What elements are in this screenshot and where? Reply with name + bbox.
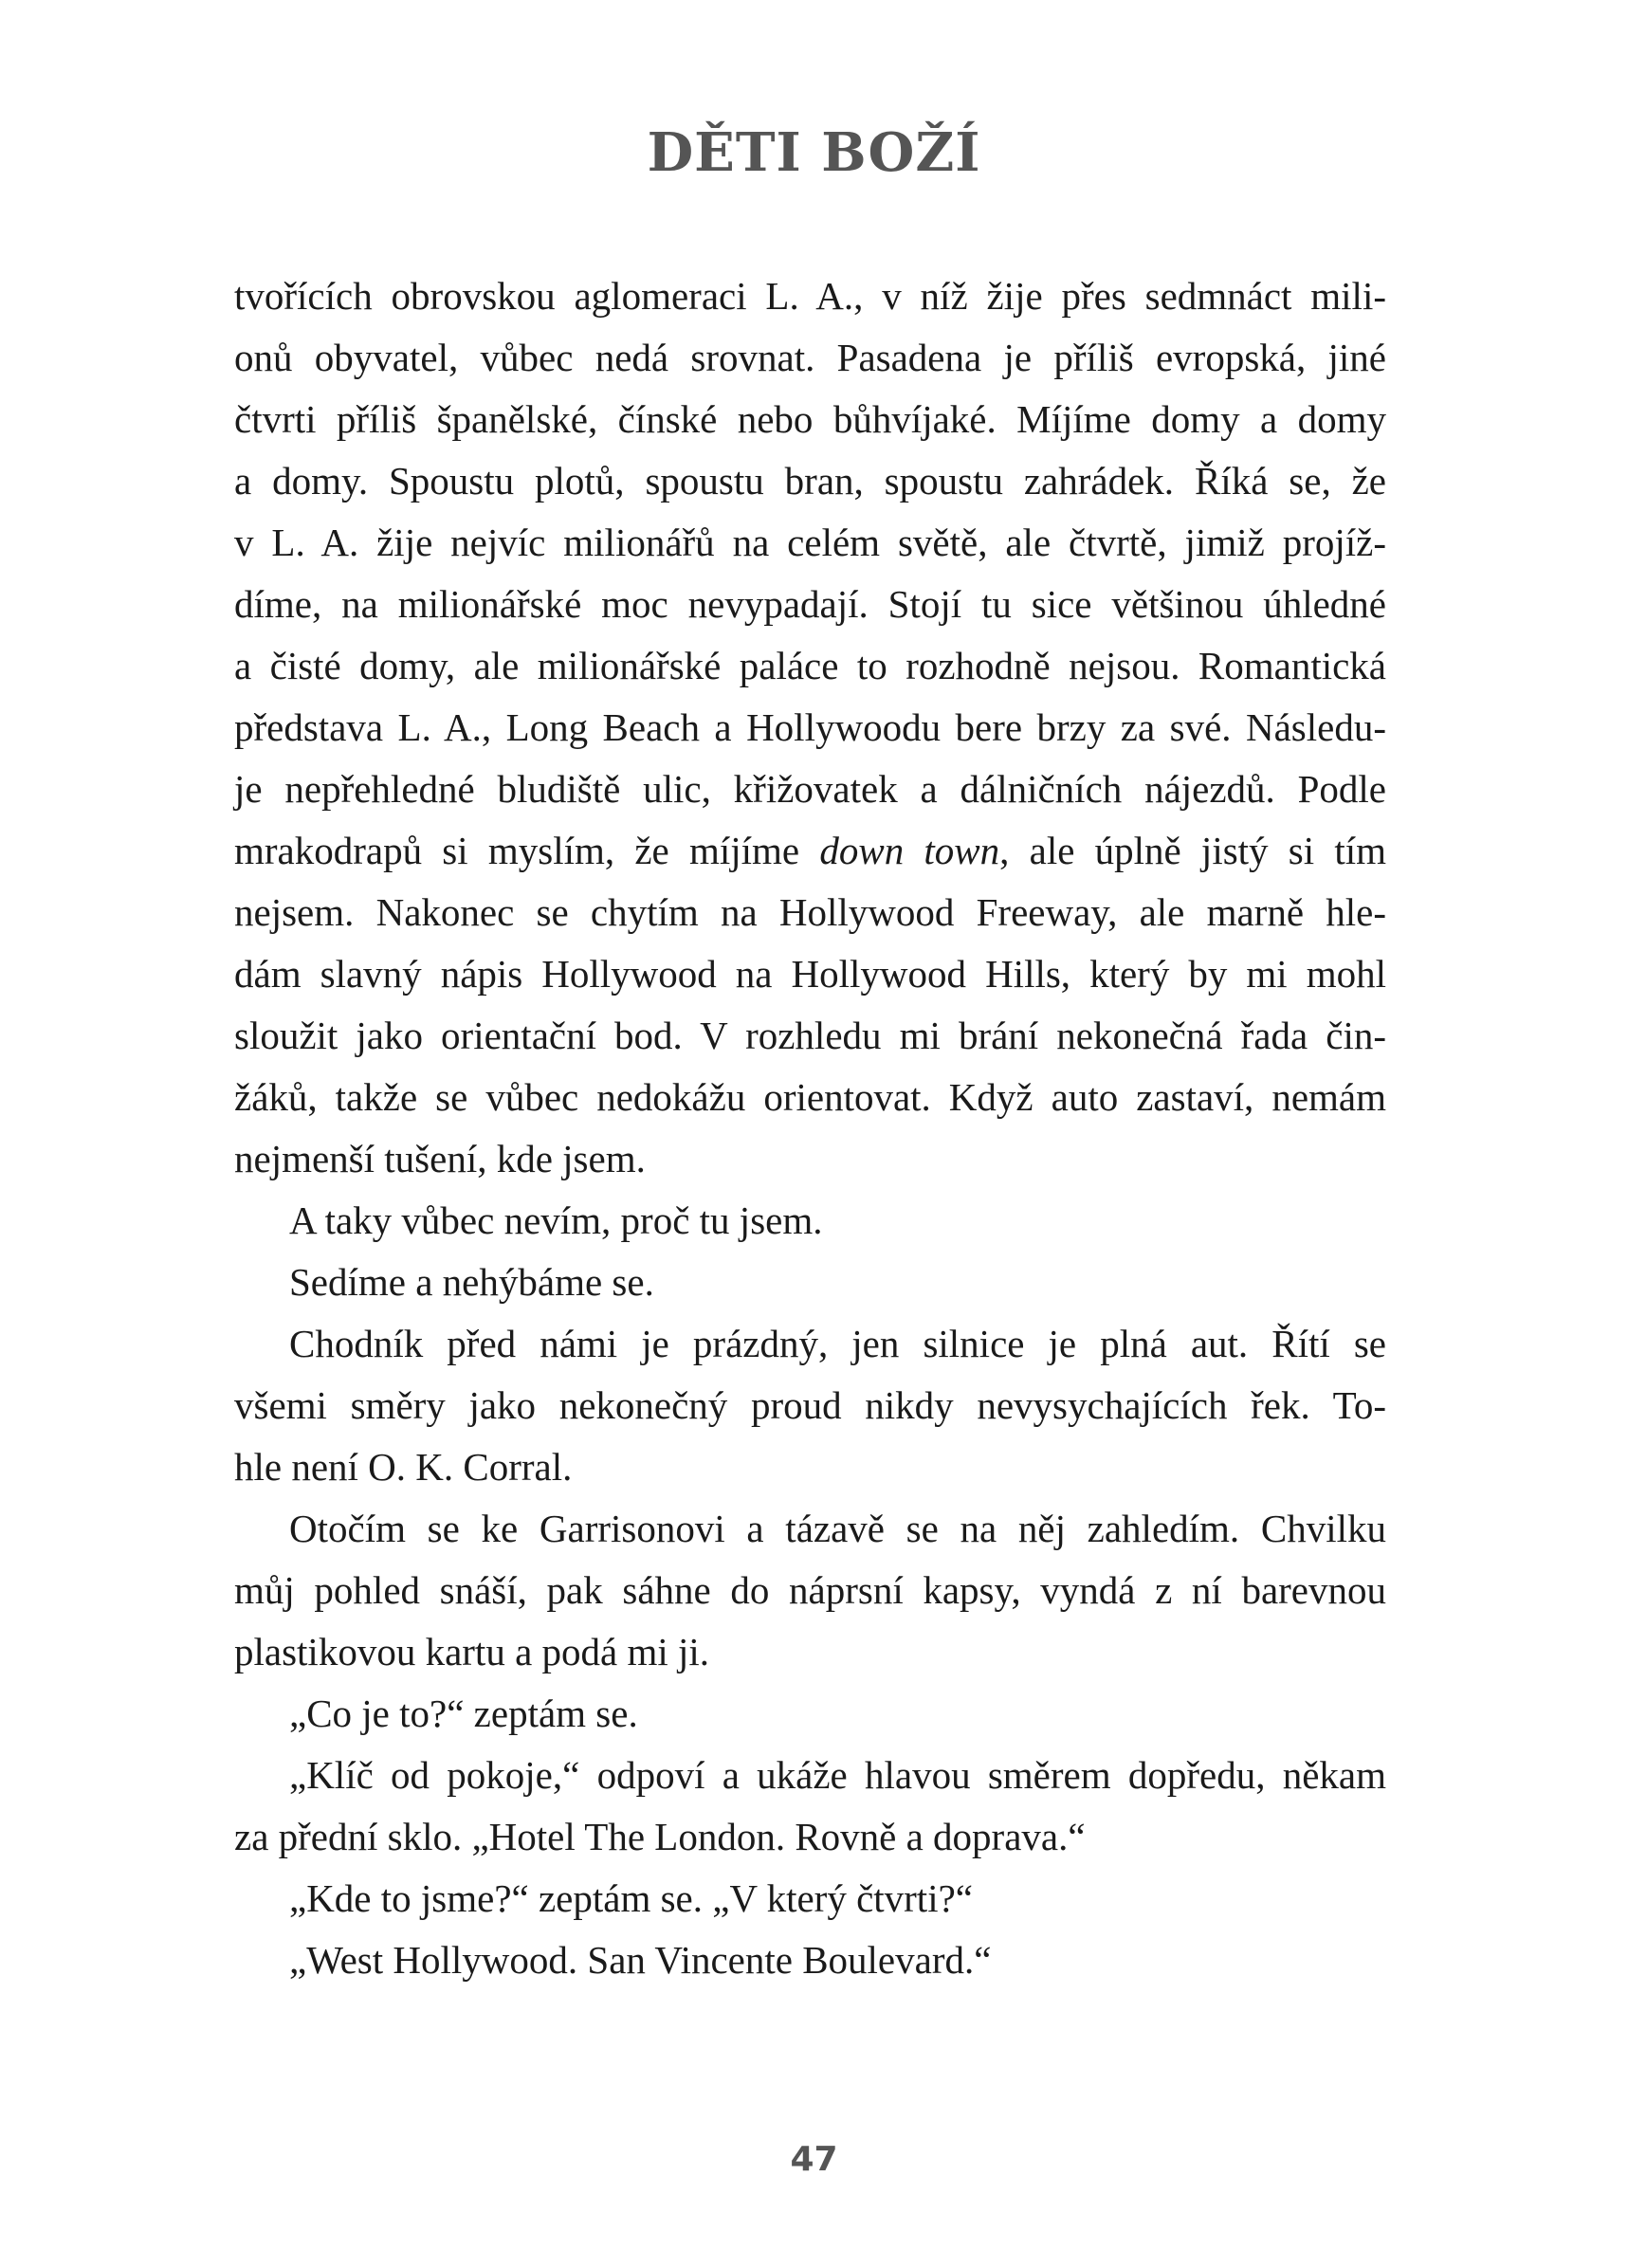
text-line: hle není O. K. Corral.	[234, 1445, 573, 1489]
text-line-with-italic	[234, 820, 1386, 882]
text-line: žáků, takže se vůbec nedokážu orientovat. Když auto zastaví, nemám	[234, 1075, 1386, 1119]
text-line: všemi směry jako nekonečný proud nikdy nevysychajících řek. To-	[234, 1383, 1386, 1427]
text-line: nejsem. Nakonec se chytím na Hollywood Freeway, ale marně hle-	[234, 890, 1386, 934]
paragraph-line: A taky vůbec nevím, proč tu jsem.	[289, 1198, 823, 1242]
paragraph-line: Sedíme a nehýbáme se.	[289, 1260, 654, 1304]
paragraph-line: Chodník před námi je prázdný, jen silnice je plná aut. Řítí se	[289, 1322, 1386, 1365]
text-line: čtvrti příliš španělské, čínské nebo bůhvíjaké. Míjíme domy a domy	[234, 397, 1386, 441]
running-title: DĚTI BOŽÍ	[647, 121, 981, 184]
dialogue-line: „Kde to jsme?“ zeptám se. „V který čtvrti?“	[289, 1876, 973, 1920]
text-line: a domy. Spoustu plotů, spoustu bran, spoustu zahrádek. Říká se, že	[234, 459, 1386, 503]
dialogue-line: „West Hollywood. San Vincente Boulevard.“	[289, 1938, 992, 1982]
page-number: 47	[790, 2140, 838, 2179]
italic-phrase: down town	[819, 829, 1000, 872]
text-line: dám slavný nápis Hollywood na Hollywood Hills, který by mi mohl	[234, 952, 1386, 996]
text-line: a čisté domy, ale milionářské paláce to rozhodně nejsou. Romantická	[234, 644, 1386, 687]
paragraph-line: Otočím se ke Garrisonovi a tázavě se na něj zahledím. Chvilku	[289, 1507, 1386, 1550]
dialogue-line: „Klíč od pokoje,“ odpoví a ukáže hlavou směrem dopředu, někam	[289, 1753, 1386, 1797]
text-line: díme, na milionářské moc nevypadají. Stojí tu sice většinou úhledné	[234, 582, 1386, 626]
text-line: v L. A. žije nejvíc milionářů na celém světě, ale čtvrtě, jimiž projíž-	[234, 521, 1386, 564]
text-segment: mrakodrapů si myslím, že míjíme	[234, 829, 820, 872]
text-line: za přední sklo. „Hotel The London. Rovně a doprava.“	[234, 1815, 1086, 1858]
text-line: sloužit jako orientační bod. V rozhledu mi brání nekonečná řada čin-	[234, 1014, 1386, 1057]
text-line: tvořících obrovskou aglomeraci L. A., v níž žije přes sedmnáct mili-	[234, 274, 1386, 318]
text-line: onů obyvatel, vůbec nedá srovnat. Pasadena je příliš evropská, jiné	[234, 336, 1386, 379]
text-line: nejmenší tušení, kde jsem.	[234, 1137, 646, 1180]
text-line: můj pohled snáší, pak sáhne do náprsní kapsy, vyndá z ní barevnou	[234, 1568, 1386, 1612]
dialogue-line: „Co je to?“ zeptám se.	[289, 1692, 638, 1735]
text-line: plastikovou kartu a podá mi ji.	[234, 1630, 710, 1674]
text-line: je nepřehledné bludiště ulic, křižovatek a dálničních nájezdů. Podle	[234, 767, 1386, 811]
text-line: představa L. A., Long Beach a Hollywoodu bere brzy za své. Následu-	[234, 705, 1386, 749]
text-segment: , ale úplně jistý si tím	[999, 829, 1387, 872]
